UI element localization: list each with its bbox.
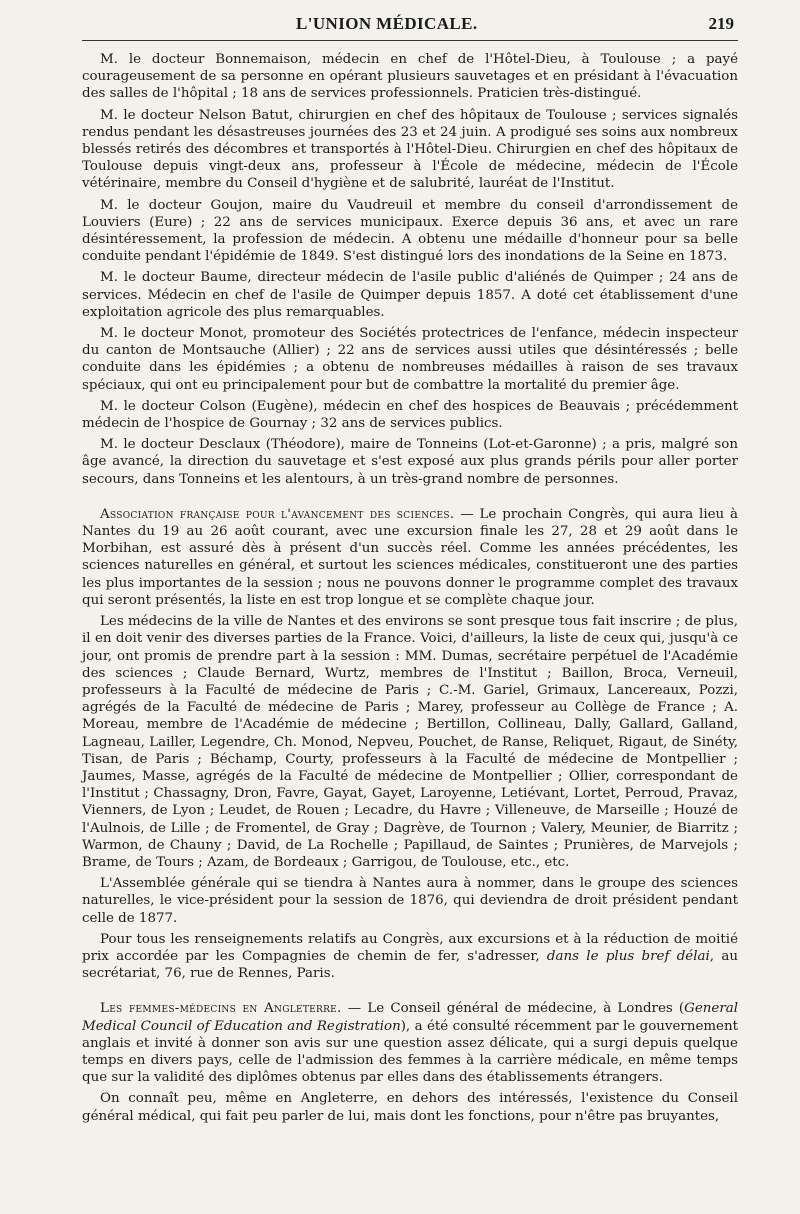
section-gap — [82, 492, 738, 506]
paragraph: Les médecins de la ville de Nantes et des environs se sont presque tous fait inscrire ; de plus, il en doit venir des diverses parties de la France. Voici, d'ailleurs, la liste de ceux qui, jusqu'à ce jour, ont promis de prendre part à la session : MM. Dumas, secrétaire perpétuel de l'Académie des sciences ; Claude Bernard, Wurtz, membres de l'Institut ; Baillon, Broca, Verneuil, professeurs à la Faculté de médecine de Paris ; C.-M. Gariel, Grimaux, Lancereaux, Pozzi, agrégés de la Faculté de médecine de Paris ; Marey, professeur au Collège de France ; A. Moreau, membre de l'Académie de médecine ; Bertillon, Collineau, Dally, Gallard, Galland, Lagneau, Lailler, Legendre, Ch. Monod, Nepveu, Pouchet, de Ranse, Reliquet, Rigaut, de Sinéty, Tisan, de Paris ; Béchamp, Courty, professeurs à la Faculté de médecine de Montpellier ; Jaumes, Masse, agrégés de la Faculté de médecine de Montpellier ; Ollier, correspondant de l'Institut ; Chassagny, Dron, Favre, Gayat, Gayet, Laroyenne, Letiévant, Lortet, Perroud, Pravaz, Vienners, de Lyon ; Leudet, de Rouen ; Lecadre, du Havre ; Villeneuve, de Marseille ; Houzé de l'Aulnois, de Lille ; de Fromentel, de Gray ; Dagrève, de Tournon ; Valery, Meunier, de Biarritz ; Warmon, de Chauny ; David, de La Rochelle ; Papillaud, de Saintes ; Prunières, de Marvejols ; Brame, de Tours ; Azam, de Bordeaux ; Garrigou, de Toulouse, etc., etc. — [82, 614, 738, 870]
text-run: , au secrétariat, 76, rue de Rennes, Paris. — [82, 948, 738, 982]
paragraph: M. le docteur Colson (Eugène), médecin en chef des hospices de Beauvais ; précédemment médecin de l'hospice de Gournay ; 32 ans de services publics. — [82, 398, 738, 432]
association-lead: — Le prochain Congrès, qui aura lieu à Nantes du 19 au 26 août courant, avec une excursion finale les 27, 28 et 29 août dans le Morbihan, est assuré dès à présent d'un succès réel. Comme les années précédentes, les sciences naturelles en général, et surtout les sciences médicales, constitueront une des parties les plus importantes de la session ; nous ne pouvons donner le programme complet des travaux qui seront présentés, la liste en est trop longue et se complète chaque jour. — [82, 506, 738, 608]
section-heading-association: Association française pour l'avancement des sciences. — [100, 506, 455, 522]
paragraph: M. le docteur Bonnemaison, médecin en chef de l'Hôtel-Dieu, à Toulouse ; a payé courageusement de sa personne en opérant plusieurs sauvetages et en présidant à l'évacuation des salles de l'hôpital ; 18 ans de services professionnels. Praticien très-distingué. — [82, 52, 738, 102]
text-run: Pour tous les renseignements relatifs au Congrès, aux excursions et à la réduction de moitié prix accordée par les Compagnies de chemin de fer, s'adresser, — [82, 931, 738, 964]
association-paragraph — [82, 506, 738, 609]
section-heading-femmes: Les femmes-médecins en Angleterre. — [100, 1001, 342, 1017]
paragraph: M. le docteur Nelson Batut, chirurgien en chef des hôpitaux de Toulouse ; services signalés rendus pendant les désastreuses journées des 23 et 24 juin. A prodigué ses soins aux nombreux blessés retirés des décombres et transportés à l'Hôtel-Dieu. Chirurgien en chef des hôpitaux de Toulouse depuis vingt-deux ans, professeur à l'École de médecine, médecin de l'École vétérinaire, membre du Conseil d'hygiène et de salubrité, lauréat de l'Institut. — [82, 107, 738, 192]
paragraph: L'Assemblée générale qui se tiendra à Nantes aura à nommer, dans le groupe des sciences naturelles, le vice-président pour la session de 1876, qui deviendra de droit président pendant celle de 1877. — [82, 876, 738, 926]
paragraph: M. le docteur Desclaux (Théodore), maire de Tonneins (Lot-et-Garonne) ; a pris, malgré son âge avancé, la direction du sauvetage et s'est exposé aux plus grands périls pour aller porter secours, dans Tonneins et les alentours, à un très-grand nombre de personnes. — [82, 437, 738, 487]
paragraph: M. le docteur Monot, promoteur des Sociétés protectrices de l'enfance, médecin inspecteur du canton de Montsauche (Allier) ; 22 ans de services aussi utiles que désintéressés ; belle conduite dans les épidémies ; a obtenu de nombreuses médailles à raison de ses travaux spéciaux, qui ont eu principalement pour but de combattre la mortalité du premier âge. — [82, 326, 738, 393]
paragraph: M. le docteur Goujon, maire du Vaudreuil et membre du conseil d'arrondissement de Louviers (Eure) ; 22 ans de services municipaux. Exerce depuis 36 ans, et avec un rare désintéressement, la profession de médecin. A obtenu une médaille d'honneur pour sa belle conduite pendant l'épidémie de 1849. S'est distingué lors des inondations de la Seine en 1873. — [82, 197, 738, 265]
header-rule — [82, 40, 738, 41]
italic-text: General Medical Council of Education and Registration — [82, 1001, 738, 1034]
journal-title: L'UNION MÉDICALE. — [296, 14, 478, 33]
paragraph: M. le docteur Baume, directeur médecin de l'asile public d'aliénés de Quimper ; 24 ans de services. Médecin en chef de l'asile de Quimper depuis 1857. A doté cet établissement d'une exploitation agricole des plus remarquables. — [82, 270, 738, 320]
text-run: — Le Conseil général de médecine, à Londres ( — [341, 1001, 685, 1017]
page-number: 219 — [708, 14, 734, 33]
text-run: ), a été consulté récemment par le gouvernement anglais et invité à donner son avis sur une question assez délicate, qui a surgi depuis quelque temps en divers pays, celle de l'admission des femmes à la carrière médicale, en même temps que sur la validité des diplômes obtenus par elles dans des établissements étrangers. — [82, 1018, 738, 1086]
paragraph: On connaît peu, même en Angleterre, en dehors des intéressés, l'existence du Conseil général médical, qui fait peu parler de lui, mais dont les fonctions, pour n'être pas bruyantes, — [82, 1091, 738, 1124]
italic-text: dans le plus bref délai — [546, 948, 710, 964]
running-header — [82, 14, 738, 34]
paragraph — [82, 931, 738, 983]
section-gap — [82, 986, 738, 1000]
article-body — [82, 51, 738, 1125]
femmes-paragraph — [82, 1000, 738, 1086]
